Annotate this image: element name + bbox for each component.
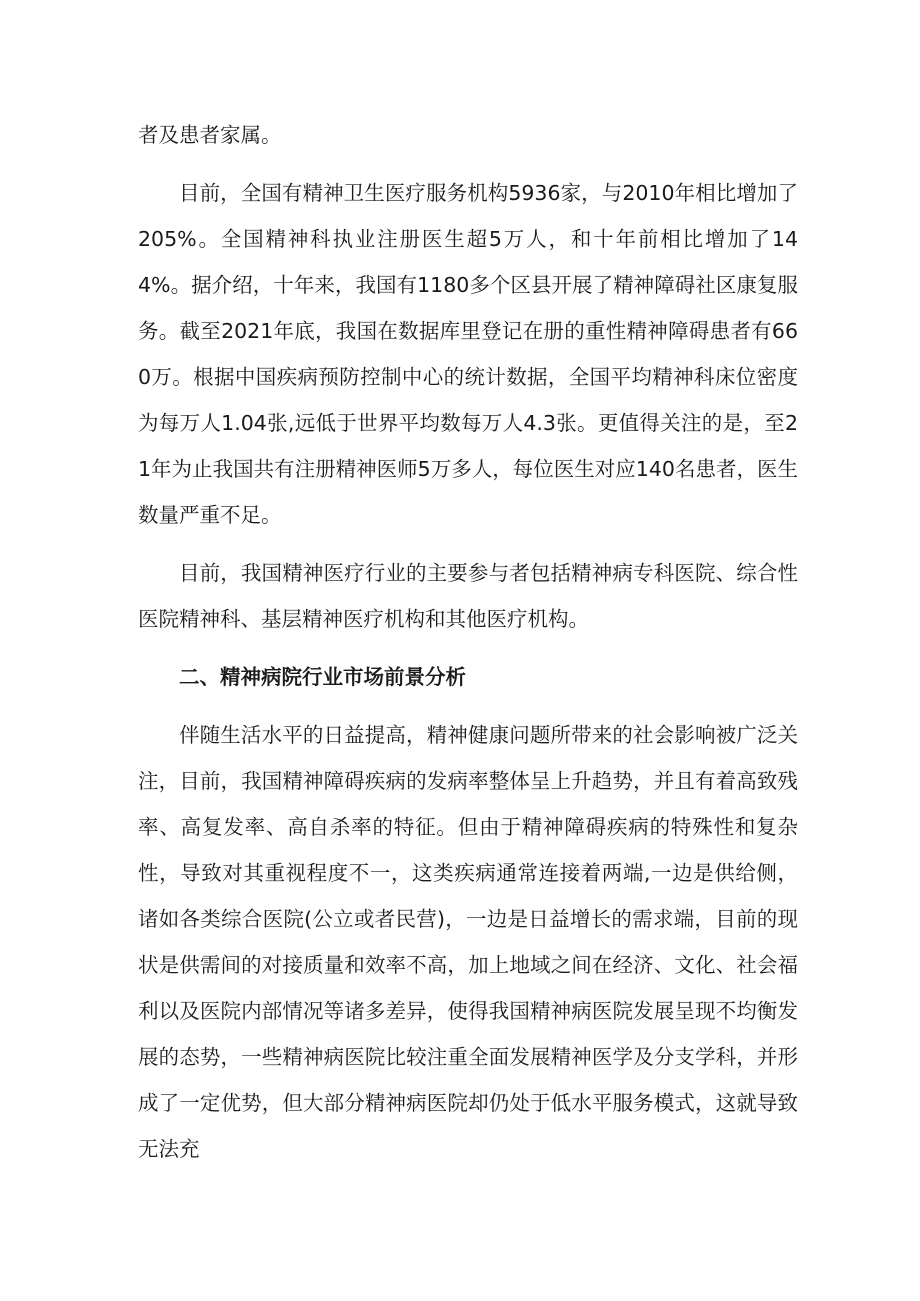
section-heading: 二、精神病院行业市场前景分析 [179, 665, 466, 689]
paragraph-continuation: 者及患者家属。 [138, 123, 282, 147]
paragraph-institutions-statistics: 目前，全国有精神卫生医疗服务机构5936家，与2010年相比增加了205%。全国精神科执业注册医生超5万人，和十年前相比增加了144%。据介绍，十年来，我国有1180多个区县开展了精神障碍社区康复服务。截至2021年底，我国在数据库里登记在册的重性精神障碍患者有660万。根据中国疾病预防控制中心的统计数据，全国平均精神科床位密度为每万人1.04张,远低于世界平均数每万人4.3张。更值得关注的是，至21年为止我国共有注册精神医师5万多人，每位医生对应140名患者，医生数量严重不足。 [138, 181, 798, 527]
document-page [138, 112, 798, 1172]
paragraph-industry-participants: 目前，我国精神医疗行业的主要参与者包括精神病专科医院、综合性医院精神科、基层精神医疗机构和其他医疗机构。 [138, 561, 798, 631]
paragraph-market-outlook: 伴随生活水平的日益提高，精神健康问题所带来的社会影响被广泛关注，目前，我国精神障碍疾病的发病率整体呈上升趋势，并且有着高致残率、高复发率、高自杀率的特征。但由于精神障碍疾病的特殊性和复杂性，导致对其重视程度不一，这类疾病通常连接着两端,一边是供给侧，诸如各类综合医院(公立或者民营)，一边是日益增长的需求端，目前的现状是供需间的对接质量和效率不高，加上地域之间在经济、文化、社会福利以及医院内部情况等诸多差异，使得我国精神病医院发展呈现不均衡发展的态势，一些精神病医院比较注重全面发展精神医学及分支学科，并形成了一定优势，但大部分精神病医院却仍处于低水平服务模式，这就导致无法充 [138, 723, 798, 1161]
